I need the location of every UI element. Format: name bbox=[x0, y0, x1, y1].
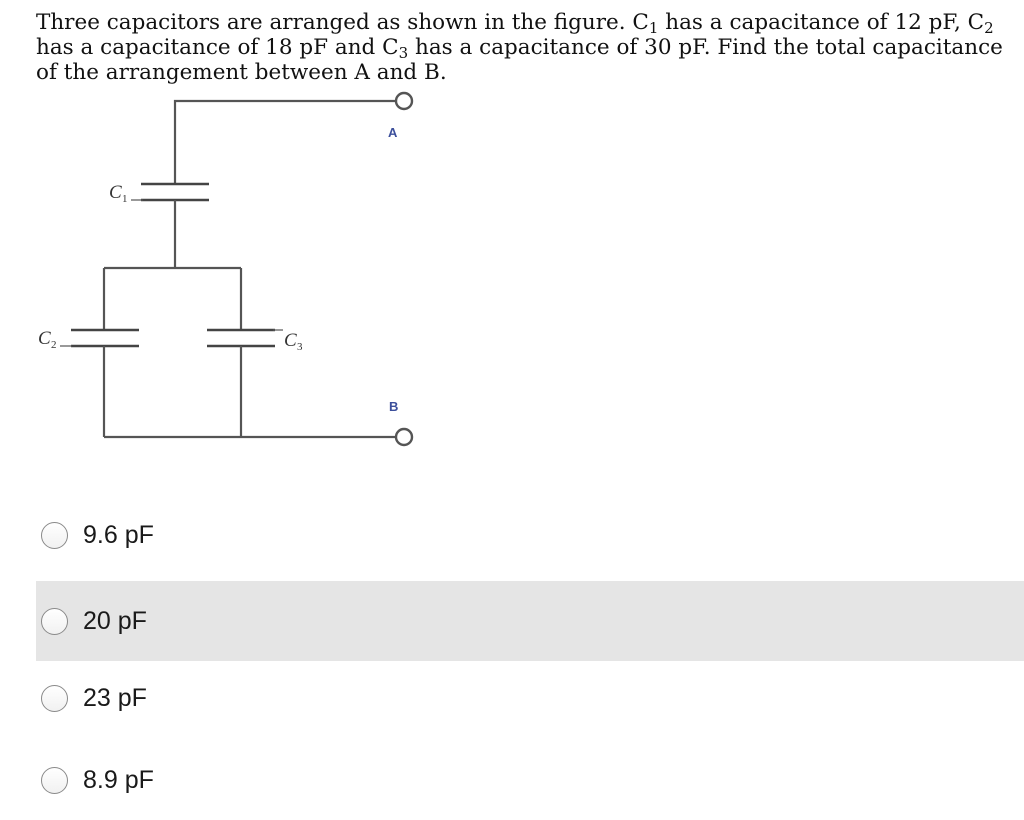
terminal-b-node bbox=[396, 429, 412, 445]
option-3[interactable] bbox=[36, 658, 1024, 738]
option-label: 20 pF bbox=[83, 606, 147, 635]
option-2[interactable] bbox=[36, 581, 1024, 661]
option-label: 9.6 pF bbox=[83, 520, 154, 549]
c1-sub: 1 bbox=[122, 193, 128, 205]
option-label: 8.9 pF bbox=[83, 765, 154, 794]
radio-button-icon[interactable] bbox=[41, 608, 68, 635]
question-sub-1: 1 bbox=[648, 19, 659, 37]
option-label: 23 pF bbox=[83, 683, 147, 712]
c2-sub: 2 bbox=[51, 339, 57, 351]
terminal-a-node bbox=[396, 93, 412, 109]
question-sub-2: 2 bbox=[984, 19, 994, 37]
wire-top bbox=[175, 101, 396, 184]
c3-label: C bbox=[284, 330, 297, 351]
radio-button-icon[interactable] bbox=[41, 685, 68, 712]
question-part-2: has a capacitance of 12 pF, C bbox=[658, 10, 985, 35]
terminal-a-label: A bbox=[388, 125, 398, 140]
question-sub-3: 3 bbox=[398, 44, 409, 62]
question-part-3: has a capacitance of 18 pF and C bbox=[36, 35, 399, 60]
radio-button-icon[interactable] bbox=[41, 522, 68, 549]
c3-sub: 3 bbox=[297, 341, 303, 353]
question-part-1: Three capacitors are arranged as shown in the figure. C bbox=[36, 10, 649, 35]
option-1[interactable] bbox=[36, 495, 1024, 575]
option-4[interactable] bbox=[36, 740, 1024, 820]
c2-label: C bbox=[38, 328, 51, 349]
terminal-b-label: B bbox=[389, 399, 399, 414]
radio-button-icon[interactable] bbox=[41, 767, 68, 794]
c1-label: C bbox=[109, 182, 122, 203]
question-part-4: has a capacitance of 30 pF. Find the total capacitance of the arrangement between A and B. bbox=[36, 35, 1003, 85]
